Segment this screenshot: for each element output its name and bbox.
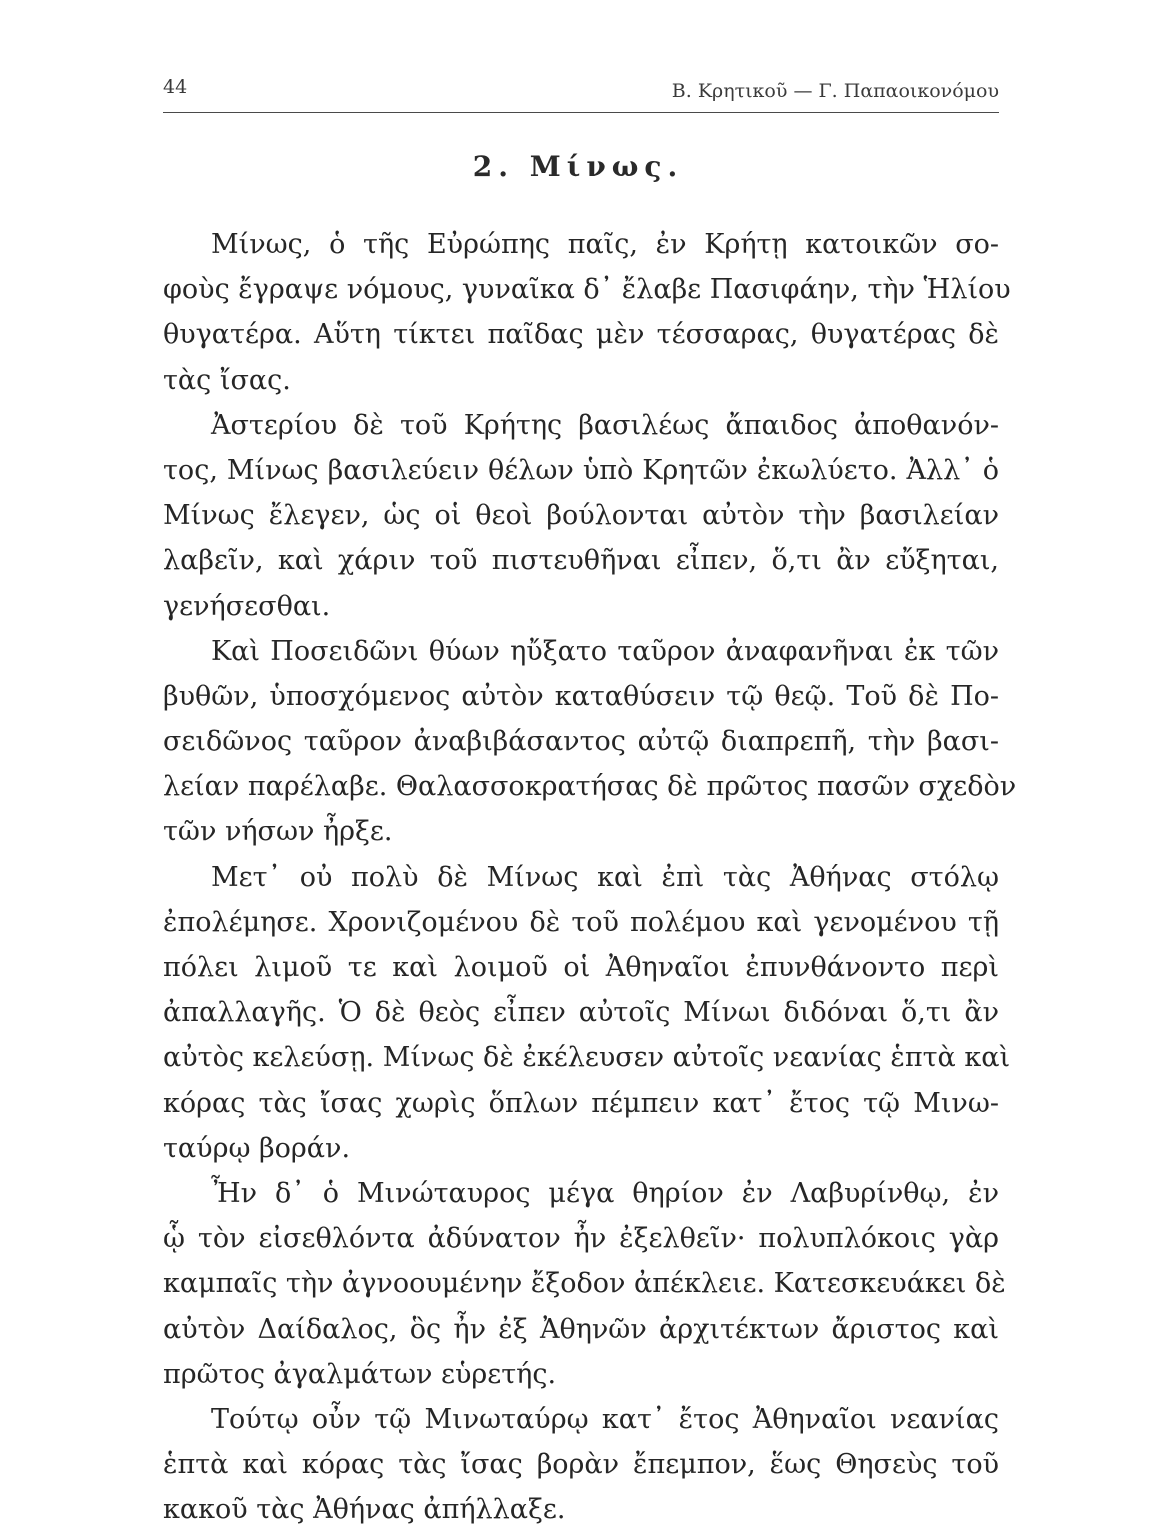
text-line: Ἦν δ᾽ ὁ Μινώταυρος μέγα θηρίον ἐν Λαβυρίνθῳ, ἐν <box>211 1177 999 1209</box>
text-line: Καὶ Ποσειδῶνι θύων ηὔξατο ταῦρον ἀναφανῆναι ἐκ τῶν <box>211 635 999 667</box>
text-line: κόρας τὰς ἴσας χωρὶς ὅπλων πέμπειν κατ᾽ ἔτος τῷ Μινω- <box>163 1087 999 1119</box>
text-line: καμπαῖς τὴν ἀγνοουμένην ἔξοδον ἀπέκλειε. Κατεσκευάκει δὲ <box>163 1268 1006 1300</box>
page-number: 44 <box>163 76 188 98</box>
text-line: Μίνως, ὁ τῆς Εὐρώπης παῖς, ἐν Κρήτῃ κατοικῶν σο- <box>211 229 999 260</box>
text-line: αὐτὸν Δαίδαλος, ὃς ἦν ἐξ Ἀθηνῶν ἀρχιτέκτων ἄριστος καὶ <box>163 1313 999 1345</box>
text-line: ἐπολέμησε. Χρονιζομένου δὲ τοῦ πολέμου καὶ γενομένου τῇ <box>163 906 999 938</box>
text-line: Τούτῳ οὖν τῷ Μινωταύρῳ κατ᾽ ἔτος Ἀθηναῖοι νεανίας <box>211 1403 999 1435</box>
text-line: θυγατέρα. Αὕτη τίκτει παῖδας μὲν τέσσαρας, θυγατέρας δὲ <box>163 319 999 351</box>
text-line: Ἀστερίου δὲ τοῦ Κρήτης βασιλέως ἄπαιδος ἀποθανόν- <box>211 409 999 441</box>
text-line: τῶν νήσων ἦρξε. <box>163 816 393 848</box>
running-head <box>163 70 999 104</box>
text-line: τος, Μίνως βασιλεύειν θέλων ὑπὸ Κρητῶν ἐκωλύετο. Ἀλλ᾽ ὁ <box>163 454 999 486</box>
text-line: λαβεῖν, καὶ χάριν τοῦ πιστευθῆναι εἶπεν, ὅ,τι ἂν εὔξηται, <box>163 545 999 577</box>
text-line: κακοῦ τὰς Ἀθήνας ἀπήλλαξε. <box>163 1494 566 1526</box>
text-line: λείαν παρέλαβε. Θαλασσοκρατήσας δὲ πρῶτος πασῶν σχεδὸν <box>163 771 1017 803</box>
section-heading: 2. Μίνως. <box>472 150 684 183</box>
text-line: φοὺς ἔγραψε νόμους, γυναῖκα δ᾽ ἔλαβε Πασιφάην, τὴν Ἡλίου <box>163 274 1011 306</box>
text-line: σειδῶνος ταῦρον ἀναβιβάσαντος αὐτῷ διαπρεπῆ, τὴν βασι- <box>163 726 999 758</box>
text-line: αὐτὸς κελεύσῃ. Μίνως δὲ ἐκέλευσεν αὐτοῖς νεανίας ἑπτὰ καὶ <box>163 1042 1011 1074</box>
body-text <box>163 222 1017 1532</box>
text-line: ᾧ τὸν εἰσεθλόντα ἀδύνατον ἦν ἐξελθεῖν· πολυπλόκοις γὰρ <box>163 1223 999 1255</box>
text-line: βυθῶν, ὑποσχόμενος αὐτὸν καταθύσειν τῷ θεῷ. Τοῦ δὲ Πο- <box>163 680 999 712</box>
text-line: ἑπτὰ καὶ κόρας τὰς ἴσας βορὰν ἔπεμπον, ἕως Θησεὺς τοῦ <box>163 1449 999 1481</box>
running-title: Β. Κρητικοῦ — Γ. Παπαοικονόμου <box>671 80 999 102</box>
text-line: Μίνως ἔλεγεν, ὡς οἱ θεοὶ βούλονται αὐτὸν τὴν βασιλείαν <box>163 500 999 532</box>
text-line: γενήσεσθαι. <box>163 590 331 622</box>
text-line: ταύρῳ βοράν. <box>163 1132 351 1164</box>
text-line: πρῶτος ἀγαλμάτων εὑρετής. <box>163 1358 557 1390</box>
header-rule <box>163 112 999 113</box>
text-line: τὰς ἴσας. <box>163 364 291 396</box>
text-line: πόλει λιμοῦ τε καὶ λοιμοῦ οἱ Ἀθηναῖοι ἐπυνθάνοντο περὶ <box>163 952 999 983</box>
text-line: ἀπαλλαγῆς. Ὁ δὲ θεὸς εἶπεν αὐτοῖς Μίνωι διδόναι ὅ,τι ἂν <box>163 997 999 1029</box>
text-line: Μετ᾽ οὐ πολὺ δὲ Μίνως καὶ ἐπὶ τὰς Ἀθήνας στόλῳ <box>211 861 999 893</box>
